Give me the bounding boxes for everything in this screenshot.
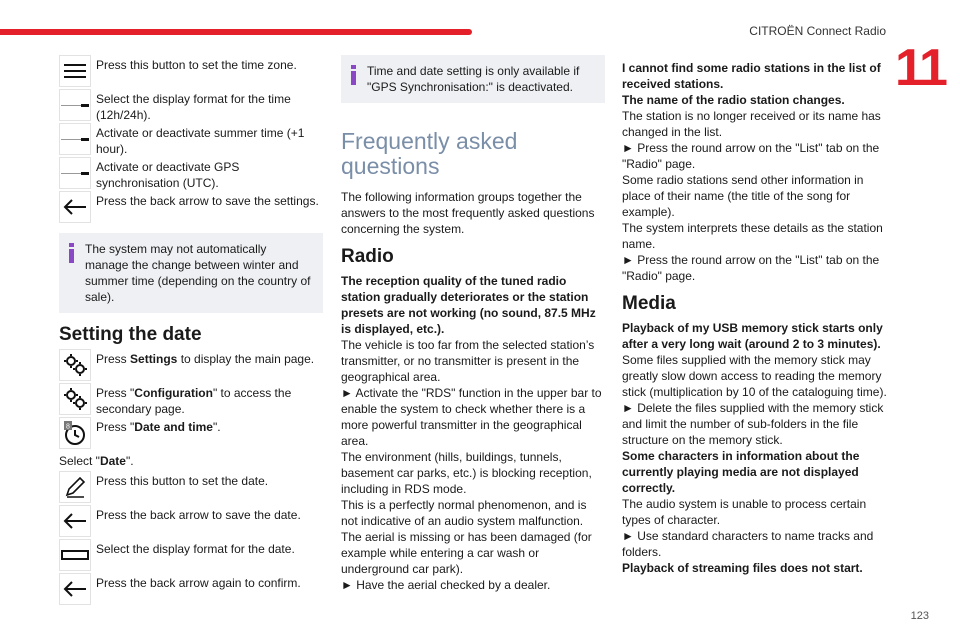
date-row xyxy=(59,417,323,451)
date-row xyxy=(59,573,323,607)
text-bold: Date xyxy=(99,454,126,468)
faq-question: I cannot find some radio stations in the list of received stations. xyxy=(622,61,881,91)
time-row-text: Press this button to set the time zone. xyxy=(96,58,297,72)
text-fragment: to display the main page. xyxy=(177,352,315,366)
faq-answer: ► Press the round arrow on the "List" tab on the "Radio" page. xyxy=(622,253,880,283)
text-fragment: Press " xyxy=(96,420,135,434)
pencil-icon xyxy=(59,471,91,503)
date-row xyxy=(59,383,323,417)
page-number: 123 xyxy=(910,610,929,622)
toggle-line-icon xyxy=(59,157,91,189)
text-fragment: Press xyxy=(96,352,131,366)
gears-icon xyxy=(59,383,91,415)
date-row xyxy=(59,505,323,539)
time-row xyxy=(59,123,323,157)
back-arrow-icon xyxy=(59,573,91,605)
faq-question: The name of the radio station changes. xyxy=(622,93,845,107)
info-icon xyxy=(349,65,358,85)
faq-answer: The vehicle is too far from the selected station’s transmitter, or no transmitter is present in the geographical area. xyxy=(341,338,595,384)
info-icon xyxy=(67,243,76,263)
header-accent-bar xyxy=(0,29,472,35)
info-note xyxy=(59,233,323,313)
text-bold: Configuration xyxy=(134,386,213,400)
time-row-text: Activate or deactivate GPS synchronisation (UTC). xyxy=(96,160,240,190)
info-note-text: Time and date setting is only available if "GPS Synchronisation:" is deactivated. xyxy=(367,64,580,94)
info-note-text: The system may not automatically manage the change between winter and summer time (depending on the country of sale). xyxy=(85,242,311,304)
faq-answer: Some radio stations send other information in place of their name (the title of the song for example). xyxy=(622,173,864,219)
time-row xyxy=(59,55,323,89)
header-title: CITROËN Connect Radio xyxy=(749,24,886,38)
date-row-text: Press this button to set the date. xyxy=(96,474,269,488)
select-instruction xyxy=(59,453,323,469)
faq-answer: ► Have the aerial checked by a dealer. xyxy=(341,578,551,592)
info-note xyxy=(341,55,605,103)
faq-question: The reception quality of the tuned radio station gradually deteriorates or the station presets are not working (no sound, 87.5 MHz is displayed, etc.). xyxy=(341,274,596,336)
text-fragment: Press " xyxy=(96,386,135,400)
date-row-text: Press the back arrow again to confirm. xyxy=(96,576,301,590)
faq-answer: The environment (hills, buildings, tunnels, basement car parks, etc.) is blocking reception, including in RDS mode. xyxy=(341,450,592,496)
text-bold: Settings xyxy=(130,352,178,366)
faq-answer: The aerial is missing or has been damaged (for example while entering a car wash or underground car park). xyxy=(341,530,592,576)
section-heading: Setting the date xyxy=(59,324,202,345)
text-fragment: Select " xyxy=(59,454,100,468)
back-arrow-icon xyxy=(59,505,91,537)
text-fragment: " to access the secondary page. xyxy=(96,386,292,416)
column-3 xyxy=(622,60,888,576)
faq-answer: The station is no longer received or its name has changed in the list. xyxy=(622,109,881,139)
faq-question: Some characters in information about the currently playing media are not displayed correctly. xyxy=(622,449,860,495)
faq-answer: Some files supplied with the memory stick may greatly slow down access to reading the memory stick (multiplication by 10 of the cataloguing time). xyxy=(622,353,887,399)
gears-icon xyxy=(59,349,91,381)
chapter-number: 11 xyxy=(895,39,946,97)
time-row xyxy=(59,157,323,191)
text-bold: Date and time xyxy=(134,420,213,434)
faq-answer: ► Delete the files supplied with the memory stick and limit the number of sub-folders in the file structure on the memory stick. xyxy=(622,401,884,447)
faq-answer: The system interprets these details as the station name. xyxy=(622,221,883,251)
date-row-text: Select the display format for the date. xyxy=(96,542,295,556)
toggle-line-icon xyxy=(59,123,91,155)
time-row xyxy=(59,89,323,123)
date-row xyxy=(59,349,323,383)
column-1 xyxy=(59,55,323,607)
faq-answer: This is a perfectly normal phenomenon, and is not indicative of an audio system malfunction. xyxy=(341,498,587,528)
toggle-line-icon xyxy=(59,89,91,121)
media-heading: Media xyxy=(622,293,676,314)
faq-question: Playback of streaming files does not start. xyxy=(622,561,863,575)
date-row xyxy=(59,471,323,505)
time-row-text: Press the back arrow to save the settings. xyxy=(96,194,319,208)
text-fragment: ". xyxy=(212,420,221,434)
faq-intro: The following information groups together the answers to the most frequently asked questions concerning the system. xyxy=(341,190,595,236)
faq-answer: ► Press the round arrow on the "List" tab on the "Radio" page. xyxy=(622,141,880,171)
faq-answer: ► Activate the "RDS" function in the upper bar to enable the system to check whether there is a more powerful transmitter in the geographical area. xyxy=(341,386,602,448)
clock-icon xyxy=(59,417,91,449)
faq-answer: The audio system is unable to process certain types of character. xyxy=(622,497,867,527)
faq-title: Frequently asked questions xyxy=(341,128,518,179)
faq-answer: ► Use standard characters to name tracks and folders. xyxy=(622,529,874,559)
back-arrow-icon xyxy=(59,191,91,223)
date-row xyxy=(59,539,323,573)
svg-text:8: 8 xyxy=(66,423,70,431)
time-row-text: Activate or deactivate summer time (+1 hour). xyxy=(96,126,305,156)
text-fragment: ". xyxy=(125,454,134,468)
column-2 xyxy=(341,55,605,593)
time-row-text: Select the display format for the time (12h/24h). xyxy=(96,92,291,122)
menu-icon xyxy=(59,55,91,87)
date-row-text: Press the back arrow to save the date. xyxy=(96,508,301,522)
radio-heading: Radio xyxy=(341,246,394,267)
rectangle-icon xyxy=(59,539,91,571)
faq-question: Playback of my USB memory stick starts only after a very long wait (around 2 to 3 minutes). xyxy=(622,321,883,351)
time-row xyxy=(59,191,323,225)
